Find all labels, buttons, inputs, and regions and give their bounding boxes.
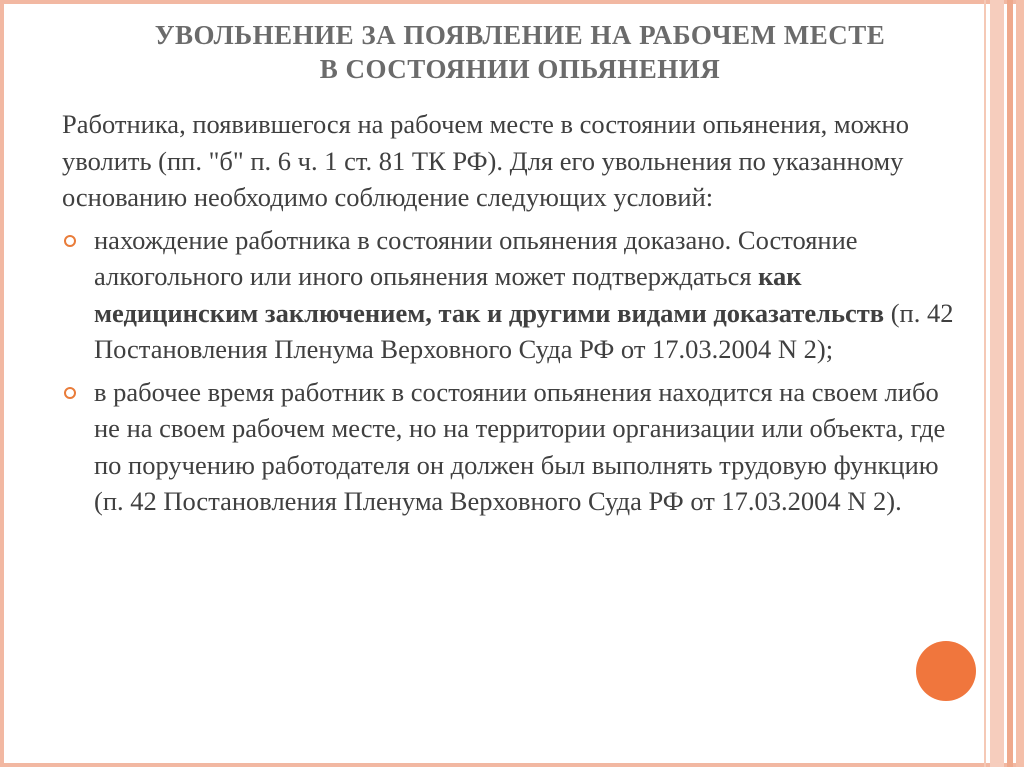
decorative-stripe-2 xyxy=(990,0,1004,767)
bullet-circle-icon xyxy=(64,235,76,247)
intro-paragraph: Работника, появившегося на рабочем месте в состоянии опьянения, можно уволить (пп. "б" п. 6 ч. 1 ст. 81 ТК РФ). Для его увольнения по указанному основанию необходимо соблюдение следующих условий: xyxy=(62,109,909,212)
slide-border-top xyxy=(0,0,1024,4)
slide-border-left xyxy=(0,0,4,767)
bullet-2-text: в рабочее время работник в состоянии опьянения находится на своем либо не на своем рабочем месте, но на территории организации или объекта, где по поручению работодателя он должен был выполнять трудовую функцию (п. 42 Постановления Пленума Верховного Суда РФ от 17.03.2004 N 2). xyxy=(94,376,946,516)
bullet-1-text-before: нахождение работника в состоянии опьянения доказано. Состояние алкогольного или иного опьянения может подтверждаться xyxy=(94,224,858,291)
decorative-stripe-1 xyxy=(984,0,986,767)
slide-title xyxy=(60,18,980,86)
bullet-circle-icon xyxy=(64,387,76,399)
slide-title-line-2: В СОСТОЯНИИ ОПЬЯНЕНИЯ xyxy=(319,54,721,84)
bullet-item-1 xyxy=(62,222,967,368)
bullet-1-text xyxy=(94,225,953,365)
slide-border-bottom xyxy=(0,763,1024,767)
bullet-1-text-after: (п. 42 Постановления Пленума Верховного Суда РФ от 17.03.2004 N 2); xyxy=(94,297,954,364)
decorative-stripe-4 xyxy=(1016,0,1024,767)
bullet-item-2 xyxy=(62,374,967,520)
slide-title-line-1: УВОЛЬНЕНИЕ ЗА ПОЯВЛЕНИЕ НА РАБОЧЕМ МЕСТЕ xyxy=(154,20,886,50)
slide-body xyxy=(62,106,967,520)
decorative-stripe-3 xyxy=(1007,0,1013,767)
bullet-1-text-bold: как медицинским заключением, так и другими видами доказательств xyxy=(94,261,885,328)
decorative-circle-icon xyxy=(916,641,976,701)
